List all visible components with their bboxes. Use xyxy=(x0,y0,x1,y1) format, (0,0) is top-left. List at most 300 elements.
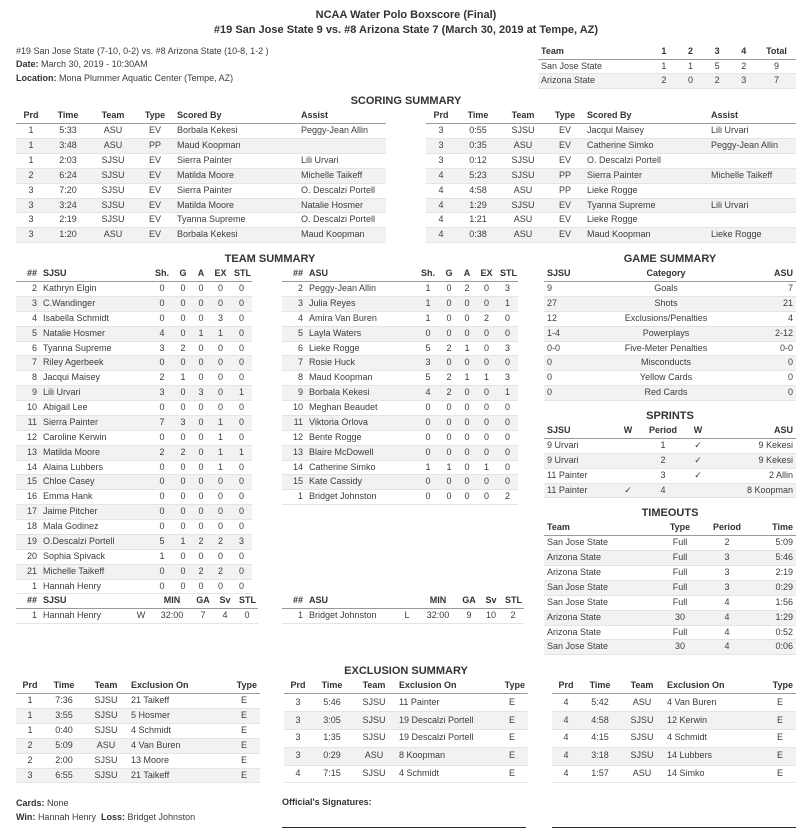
cell: Matilda Moore xyxy=(177,169,235,180)
cell: Emma Hank xyxy=(43,491,93,502)
cell: O. Descalzi Portell xyxy=(301,214,376,225)
cell: 4 xyxy=(438,169,444,180)
col-assists: A xyxy=(458,267,476,281)
cell: 0 xyxy=(238,342,244,353)
cell: 4 xyxy=(438,199,444,210)
cell: 14 Simko xyxy=(667,768,705,779)
cell: 0 xyxy=(425,491,431,502)
col-goals: G xyxy=(174,267,192,281)
exclusion-row xyxy=(16,738,260,753)
exclusion-header-row xyxy=(284,679,528,693)
game-summary-table xyxy=(544,267,796,401)
cell: 32:00 xyxy=(426,610,450,621)
exclusion-row xyxy=(284,729,528,747)
cell: 4:58 xyxy=(469,184,487,195)
cell: 6 xyxy=(31,342,37,353)
timeout-row xyxy=(544,595,796,610)
player-row xyxy=(282,386,518,401)
cell: 4 Schmidt xyxy=(667,732,708,743)
cell: 5 xyxy=(714,60,720,71)
cell: Lieke Rogge xyxy=(711,229,762,240)
cell: EV xyxy=(558,125,571,136)
cell: 4 xyxy=(222,610,228,621)
cell xyxy=(708,213,796,228)
cell: 2 xyxy=(724,537,730,548)
cell: 0 xyxy=(198,342,204,353)
cell: Sierra Painter xyxy=(177,184,233,195)
player-row xyxy=(16,311,252,326)
cell: 0 xyxy=(483,342,489,353)
cell: Lili Urvari xyxy=(711,125,749,136)
cell: 0 xyxy=(180,297,186,308)
cell: 0 xyxy=(238,550,244,561)
player-row xyxy=(16,445,252,460)
cell: 0 xyxy=(504,357,510,368)
cell: 0 xyxy=(483,476,489,487)
exclusion-row xyxy=(16,694,260,709)
col-ga: GA xyxy=(192,594,214,608)
exclusion-row xyxy=(284,712,528,730)
cell: Maud Koopman xyxy=(177,140,241,151)
cell: 1 xyxy=(425,461,431,472)
cell: SJSU xyxy=(630,732,654,743)
col-shots: Sh. xyxy=(416,267,440,281)
cell: 2 xyxy=(159,446,165,457)
cell: 0 xyxy=(198,580,204,591)
cell: 0 xyxy=(180,506,186,517)
cell: 0 xyxy=(483,357,489,368)
cell: 4 xyxy=(438,184,444,195)
cell: 7 xyxy=(200,610,206,621)
col-time: Time xyxy=(750,521,796,535)
cell: 5 xyxy=(425,342,431,353)
player-row xyxy=(282,490,518,505)
cell: 8 Koopman xyxy=(399,750,446,761)
cell: 0:29 xyxy=(323,750,341,761)
cell: SJSU xyxy=(101,184,125,195)
cell: SJSU xyxy=(101,169,125,180)
col-p2: 2 xyxy=(677,45,704,59)
cell: Borbala Kekesi xyxy=(309,387,370,398)
cell: 8 xyxy=(31,372,37,383)
exclusion-row xyxy=(552,712,796,730)
cell: O. Descalzi Portell xyxy=(587,154,662,165)
cell: San Jose State xyxy=(541,60,603,71)
cell: SJSU xyxy=(630,714,654,725)
cell: E xyxy=(508,714,515,725)
cards-value: None xyxy=(47,798,69,809)
scoring-row xyxy=(426,139,796,154)
col-stl: STL xyxy=(502,594,524,608)
cell: 9 Urvari xyxy=(547,454,579,465)
exclusion-header-row xyxy=(16,679,260,693)
cards-label: Cards: xyxy=(16,798,45,809)
player-row xyxy=(16,549,252,564)
cell: ASU xyxy=(632,768,652,779)
player-row xyxy=(16,326,252,341)
cell: 0 xyxy=(504,446,510,457)
cell: 4 xyxy=(724,626,730,637)
cell: 1 xyxy=(180,372,186,383)
cell: 4 xyxy=(297,312,303,323)
cell: 0 xyxy=(787,357,793,368)
exclusion-table-3 xyxy=(552,679,796,783)
cell: 0 xyxy=(464,476,470,487)
cell: 3 xyxy=(198,387,204,398)
cell: 7 xyxy=(774,75,780,86)
cell: E xyxy=(240,769,247,780)
cell: Blaire McDowell xyxy=(309,446,374,457)
cell: 3 xyxy=(438,125,444,136)
exclusion-row xyxy=(284,765,528,783)
cell: Chloe Casey xyxy=(43,476,95,487)
game-meta xyxy=(16,45,269,86)
cell: 3 xyxy=(295,732,301,743)
cell: 0 xyxy=(217,283,223,294)
checkmark-cell: ✓ xyxy=(694,469,702,480)
cell: 0 xyxy=(198,357,204,368)
cell: 2 xyxy=(180,446,186,457)
cell: EV xyxy=(148,169,161,180)
cell: 11 xyxy=(293,416,303,427)
scoring-row xyxy=(16,183,386,198)
exclusion-row xyxy=(16,709,260,724)
cell: Riley Agerbeek xyxy=(43,357,104,368)
exclusion-row xyxy=(552,729,796,747)
checkmark-cell: ✓ xyxy=(694,454,702,465)
col-team: Team xyxy=(544,521,656,535)
cell: PP xyxy=(558,184,571,195)
col-total: Total xyxy=(757,45,796,59)
cell: 0 xyxy=(159,476,165,487)
cell: 0 xyxy=(238,283,244,294)
roster-header-row xyxy=(282,267,518,281)
sprint-row xyxy=(544,468,796,483)
scoring-table-right xyxy=(426,109,796,243)
goalie-header-row xyxy=(282,594,524,608)
cell: SJSU xyxy=(362,714,386,725)
top-row xyxy=(16,45,796,90)
scoring-row xyxy=(16,198,386,213)
cell: Michelle Taikeff xyxy=(43,565,105,576)
player-row xyxy=(16,401,252,416)
cell: 21 Taikeff xyxy=(131,769,170,780)
col-exclusion-on: Exclusion On xyxy=(664,679,764,693)
game-summary-title: GAME SUMMARY xyxy=(623,253,717,266)
cell: 1 xyxy=(504,387,510,398)
cell: 7:15 xyxy=(323,768,341,779)
cell: Goals xyxy=(654,283,678,294)
cell: 3:24 xyxy=(59,199,77,210)
cell: 0 xyxy=(159,357,165,368)
cell: 3 xyxy=(31,297,37,308)
exclusion-row xyxy=(284,694,528,712)
timeouts-table xyxy=(544,521,796,655)
game-summary-row xyxy=(544,341,796,356)
cell: 3 xyxy=(295,714,301,725)
cell: PP xyxy=(558,169,571,180)
cell: 4 xyxy=(425,387,431,398)
cell: 18 xyxy=(26,521,37,532)
cell: 1 xyxy=(28,154,34,165)
cell: 1 xyxy=(27,710,33,721)
cell: 0 xyxy=(198,312,204,323)
cell: 27 xyxy=(547,297,558,308)
col-team: Team xyxy=(84,679,128,693)
cell: 3 xyxy=(28,229,34,240)
cell: 3 xyxy=(724,567,730,578)
cell: Mala Godinez xyxy=(43,521,99,532)
col-team: Team xyxy=(352,679,396,693)
cell: 3 xyxy=(504,372,510,383)
cell: Matilda Moore xyxy=(177,199,235,210)
scoring-row xyxy=(16,139,386,154)
cell: Lili Urvari xyxy=(43,387,81,398)
cell: Shots xyxy=(654,297,678,308)
sjsu-goalie-table xyxy=(16,594,258,624)
exclusion-summary xyxy=(16,679,796,783)
cell: 3 xyxy=(295,696,301,707)
cell: 8 xyxy=(297,372,303,383)
linescore-header-row xyxy=(538,45,796,59)
cell: 1 xyxy=(217,431,223,442)
decision-line xyxy=(16,811,282,825)
cell: 0 xyxy=(464,312,470,323)
cell: Natalie Hosmer xyxy=(301,199,364,210)
cell: 12 Kerwin xyxy=(667,714,708,725)
player-row xyxy=(16,490,252,505)
cell: 12 xyxy=(292,431,303,442)
scoring-header-row xyxy=(16,109,386,123)
cell: 6:55 xyxy=(55,769,73,780)
cell: 1 xyxy=(688,60,694,71)
signatures-block xyxy=(282,797,796,828)
cell: 3 xyxy=(217,312,223,323)
cell: Matilda Moore xyxy=(43,446,101,457)
cell: 0 xyxy=(787,387,793,398)
cell: 0:55 xyxy=(469,125,487,136)
player-row xyxy=(282,341,518,356)
cell: Jaime Pitcher xyxy=(43,506,98,517)
cell: 3:18 xyxy=(591,750,609,761)
cell: E xyxy=(776,750,783,761)
cell: EV xyxy=(148,214,161,225)
exclusion-row xyxy=(16,723,260,738)
cell: 2:03 xyxy=(59,154,77,165)
col-stl: STL xyxy=(497,267,518,281)
cell: 0 xyxy=(483,416,489,427)
cell: 3 xyxy=(159,387,165,398)
cell: 1:56 xyxy=(775,596,793,607)
date-line xyxy=(16,58,269,72)
cell: 2 xyxy=(217,535,223,546)
checkmark-cell xyxy=(614,438,642,453)
cell: 0 xyxy=(425,446,431,457)
cell: 0 xyxy=(217,342,223,353)
cell: 2 xyxy=(504,491,510,502)
cell: Peggy-Jean Allin xyxy=(309,283,377,294)
cell: 0 xyxy=(180,550,186,561)
cell: 5:23 xyxy=(469,169,487,180)
col-wl xyxy=(130,594,152,608)
cell: 0 xyxy=(159,580,165,591)
cell: 1 xyxy=(27,695,33,706)
cell: San Jose State xyxy=(547,641,609,652)
cell: 6 xyxy=(297,342,303,353)
cell: 21 xyxy=(26,565,37,576)
col-p3: 3 xyxy=(704,45,731,59)
sprint-row xyxy=(544,483,796,498)
cell: 3:05 xyxy=(323,714,341,725)
cell: 0 xyxy=(238,297,244,308)
cell: 0 xyxy=(238,491,244,502)
player-row xyxy=(16,520,252,535)
cell: 1 xyxy=(31,610,37,621)
cell: ASU xyxy=(632,696,652,707)
exclusion-row xyxy=(284,747,528,765)
checkmark-cell: ✓ xyxy=(694,439,702,450)
loss-value: Bridget Johnston xyxy=(127,812,196,823)
matchup-line: #19 San Jose State (7-10, 0-2) vs. #8 Arizona State (10-8, 1-2 ) xyxy=(16,45,269,56)
cell: Arizona State xyxy=(541,75,596,86)
cell: 17 xyxy=(26,506,37,517)
cell: 5:33 xyxy=(59,125,77,136)
cell: 1 xyxy=(464,372,470,383)
cell: 1 xyxy=(238,387,244,398)
cell: 4 xyxy=(438,214,444,225)
cell: 5 xyxy=(159,535,165,546)
cell: 11 Painter xyxy=(547,469,588,480)
cell: 1 xyxy=(180,535,186,546)
checkmark-cell: ✓ xyxy=(624,484,632,495)
cell: Red Cards xyxy=(644,387,688,398)
cell: 0 xyxy=(180,312,186,323)
cell: 7 xyxy=(297,357,303,368)
exclusion-table-1 xyxy=(16,679,260,783)
player-row xyxy=(282,356,518,371)
cell: 4 xyxy=(295,768,301,779)
cell: 1 xyxy=(159,550,165,561)
cell: SJSU xyxy=(511,154,535,165)
cell: 2 xyxy=(741,60,747,71)
cell: Isabella Schmidt xyxy=(43,312,110,323)
cell: Peggy-Jean Allin xyxy=(711,140,779,151)
cell: 0 xyxy=(547,372,553,383)
cell: Full xyxy=(672,567,688,578)
player-row xyxy=(282,445,518,460)
cell: 0 xyxy=(446,297,452,308)
cell: 3 xyxy=(180,416,186,427)
cell: 1 xyxy=(217,327,223,338)
cell: 4 xyxy=(159,327,165,338)
cell: 1 xyxy=(31,580,37,591)
cell: 0 xyxy=(217,550,223,561)
cell: Sierra Painter xyxy=(587,169,643,180)
cell: 0 xyxy=(425,476,431,487)
cell: 0 xyxy=(159,491,165,502)
cell: Full xyxy=(672,537,688,548)
cell: 3 xyxy=(28,199,34,210)
signature-lines xyxy=(282,827,796,828)
cell: 9 Kekesi xyxy=(758,439,793,450)
col-stl: STL xyxy=(236,594,258,608)
col-type: Type xyxy=(496,679,528,693)
cell: Full xyxy=(672,626,688,637)
cell: 12 xyxy=(26,431,37,442)
cell: 0 xyxy=(464,402,470,413)
cell: 2 Allin xyxy=(768,469,793,480)
exclusion-row xyxy=(16,753,260,768)
cell: 0 xyxy=(688,75,694,86)
cell: Michelle Taikeff xyxy=(301,169,363,180)
right-column xyxy=(544,253,796,655)
cell: 1 xyxy=(297,491,303,502)
footer xyxy=(16,797,796,828)
cell: 2 xyxy=(31,283,37,294)
col-goals: G xyxy=(440,267,458,281)
cell: 5:42 xyxy=(591,696,609,707)
cell: 0 xyxy=(483,387,489,398)
cell: 0 xyxy=(217,387,223,398)
cell: Peggy-Jean Allin xyxy=(301,125,369,136)
timeout-row xyxy=(544,551,796,566)
cell: 0 xyxy=(180,327,186,338)
cell: 7:36 xyxy=(55,695,73,706)
checkmark-cell xyxy=(614,453,642,468)
team-summary-section xyxy=(16,253,524,655)
sprints-header-row xyxy=(544,424,796,438)
cell: 4 Schmidt xyxy=(131,724,172,735)
col-team: Team xyxy=(90,109,136,123)
cell: 7:20 xyxy=(59,184,77,195)
cell: ASU xyxy=(103,125,123,136)
cell: 1 xyxy=(425,297,431,308)
player-row xyxy=(16,415,252,430)
cell: 0 xyxy=(483,402,489,413)
cell: 1 xyxy=(661,60,667,71)
cell: 1 xyxy=(660,439,666,450)
col-exclusion-on: Exclusion On xyxy=(128,679,228,693)
cell: 3 xyxy=(295,750,301,761)
cell: 4 xyxy=(563,750,569,761)
cell: 0 xyxy=(198,372,204,383)
col-assist: Assist xyxy=(708,109,796,123)
col-asu: ASU xyxy=(736,267,796,281)
cell: Lili Urvari xyxy=(301,154,339,165)
col-p4: 4 xyxy=(730,45,757,59)
col-team: Team xyxy=(500,109,546,123)
cell: 0 xyxy=(238,506,244,517)
cell: 1:20 xyxy=(59,229,77,240)
player-row xyxy=(282,460,518,475)
cell: 0 xyxy=(425,416,431,427)
cell: SJSU xyxy=(630,750,654,761)
sprint-row xyxy=(544,438,796,453)
win-label: Win: xyxy=(16,812,36,823)
cell: SJSU xyxy=(362,768,386,779)
cell: E xyxy=(508,768,515,779)
cell: 0 xyxy=(180,491,186,502)
cell: 1 xyxy=(217,416,223,427)
game-summary-row xyxy=(544,326,796,341)
cell: Yellow Cards xyxy=(639,372,693,383)
col-type: Type xyxy=(656,521,704,535)
cell: 4 xyxy=(787,312,793,323)
cell: Michelle Taikeff xyxy=(711,169,773,180)
cell: 0 xyxy=(198,416,204,427)
col-scoredby: Scored By xyxy=(174,109,298,123)
sjsu-roster-table xyxy=(16,267,252,594)
